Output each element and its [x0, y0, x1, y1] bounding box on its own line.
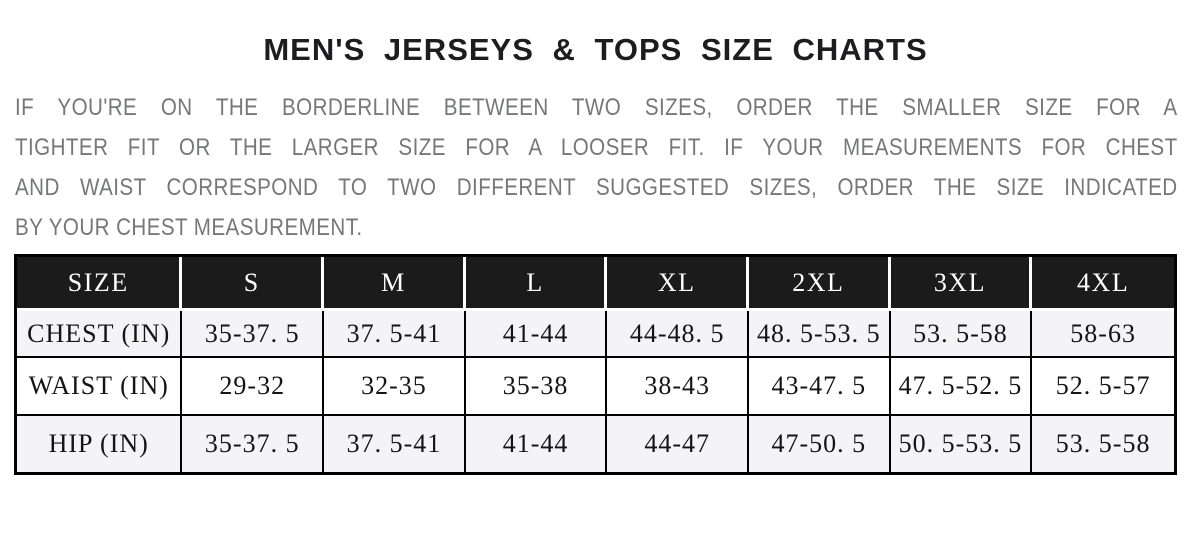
measurement-cell: 43-47. 5: [749, 358, 891, 416]
measurement-cell: 48. 5-53. 5: [749, 311, 891, 358]
header-cell-3xl: 3XL: [891, 257, 1033, 311]
measurement-cell: 47. 5-52. 5: [891, 358, 1033, 416]
page-title: MEN'S JERSEYS & TOPS SIZE CHARTS: [263, 32, 928, 67]
table-row-chest: [17, 311, 1174, 358]
intro-line-1: IF YOU'RE ON THE BORDERLINE BETWEEN TWO SIZES, ORDER THE SMALLER SIZE FOR A: [15, 94, 1178, 121]
measurement-cell: 41-44: [466, 311, 608, 358]
measurement-cell: 50. 5-53. 5: [891, 416, 1033, 472]
table-row-waist: [17, 358, 1174, 416]
header-cell-2xl: 2XL: [749, 257, 891, 311]
row-label-hip: HIP (IN): [17, 416, 182, 472]
measurement-cell: 58-63: [1032, 311, 1174, 358]
measurement-cell: 35-38: [466, 358, 608, 416]
measurement-cell: 37. 5-41: [324, 311, 466, 358]
intro-line-2: TIGHTER FIT OR THE LARGER SIZE FOR A LOOSER FIT. IF YOUR MEASUREMENTS FOR CHEST: [15, 134, 1178, 161]
measurement-cell: 35-37. 5: [182, 311, 324, 358]
measurement-cell: 29-32: [182, 358, 324, 416]
measurement-cell: 53. 5-58: [1032, 416, 1174, 472]
measurement-cell: 52. 5-57: [1032, 358, 1174, 416]
measurement-cell: 44-47: [607, 416, 749, 472]
measurement-cell: 32-35: [324, 358, 466, 416]
header-cell-m: M: [324, 257, 466, 311]
header-cell-4xl: 4XL: [1032, 257, 1174, 311]
measurement-cell: 37. 5-41: [324, 416, 466, 472]
table-row-hip: [17, 416, 1174, 472]
size-chart-header-row: [17, 257, 1174, 311]
measurement-cell: 44-48. 5: [607, 311, 749, 358]
size-chart-table: [14, 254, 1177, 475]
row-label-waist: WAIST (IN): [17, 358, 182, 416]
size-chart-page: [0, 32, 1191, 475]
header-cell-l: L: [466, 257, 608, 311]
header-cell-s: S: [182, 257, 324, 311]
header-cell-size: SIZE: [17, 257, 182, 311]
header-cell-xl: XL: [607, 257, 749, 311]
measurement-cell: 41-44: [466, 416, 608, 472]
row-label-chest: CHEST (IN): [17, 311, 182, 358]
intro-line-4: BY YOUR CHEST MEASUREMENT.: [15, 214, 363, 241]
measurement-cell: 35-37. 5: [182, 416, 324, 472]
intro-line-3: AND WAIST CORRESPOND TO TWO DIFFERENT SUGGESTED SIZES, ORDER THE SIZE INDICATED: [15, 174, 1178, 201]
measurement-cell: 47-50. 5: [749, 416, 891, 472]
measurement-cell: 53. 5-58: [891, 311, 1033, 358]
measurement-cell: 38-43: [607, 358, 749, 416]
intro-paragraph: [15, 88, 1178, 248]
